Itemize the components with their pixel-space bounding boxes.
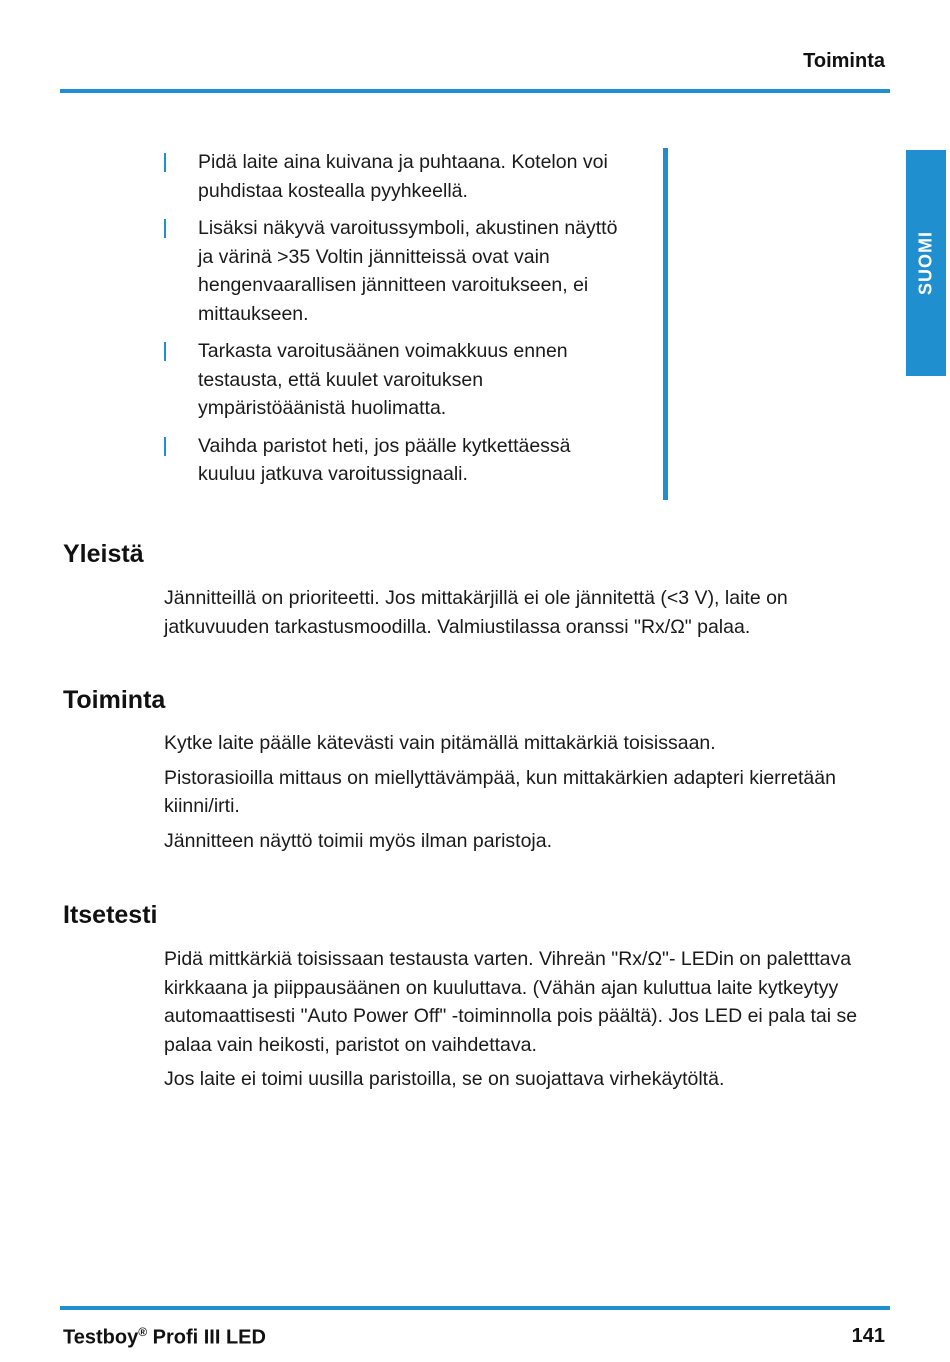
notice-text: Vaihda paristot heti, jos päälle kytkettäessä kuuluu jatkuva varoitussignaali.: [198, 434, 571, 485]
notice-text: Lisäksi näkyvä varoitussymboli, akustinen näyttö ja värinä >35 Voltin jännitteissä ovat vain hengenvaarallisen jännitteen varoitukseen, ei mittaukseen.: [198, 217, 618, 325]
heading-itsetesti: Itsetesti: [63, 901, 158, 929]
bullet-bar-icon: [164, 342, 166, 361]
bullet-bar-icon: [164, 437, 166, 456]
footer-divider: [60, 1306, 890, 1310]
notice-text: Tarkasta varoitusäänen voimakkuus ennen testausta, että kuulet varoituksen ympäristöäänistä huolimatta.: [198, 340, 568, 419]
section-yleista-body: [164, 584, 889, 647]
paragraph: Pistorasioilla mittaus on miellyttävämpää, kun mittakärkien adapteri kierretään kiinni/irti.: [164, 766, 836, 817]
footer-product-name: [63, 1325, 266, 1350]
list-item: [160, 148, 628, 205]
running-header-title: Toiminta: [803, 50, 885, 72]
model-name: Profi III LED: [152, 1326, 266, 1349]
paragraph: Kytke laite päälle kätevästi vain pitämällä mittakärkiä toisissaan.: [164, 732, 716, 754]
language-tab-label: SUOMI: [915, 230, 936, 296]
registered-mark: ®: [138, 1325, 148, 1339]
header-divider: [60, 89, 890, 93]
language-tab: [906, 150, 946, 376]
section-toiminta-body: [164, 729, 889, 861]
safety-notice-list: [160, 148, 668, 489]
paragraph: Jännitteen näyttö toimii myös ilman paristoja.: [164, 829, 553, 852]
paragraph: Jännitteillä on prioriteetti. Jos mittakärjillä ei ole jännitettä (<3 V), laite on jatkuvuuden tarkastusmoodilla. Valmiustilassa oranssi "Rx/Ω" palaa.: [164, 587, 788, 638]
section-itsetesti-body: [164, 945, 889, 1100]
notice-text: Pidä laite aina kuivana ja puhtaana. Kotelon voi puhdistaa kostealla pyyhkeellä.: [198, 151, 608, 202]
bullet-bar-icon: [164, 153, 166, 172]
safety-notice-box: [160, 148, 668, 500]
heading-toiminta: Toiminta: [63, 686, 166, 714]
list-item: [160, 432, 628, 489]
heading-yleista: Yleistä: [63, 540, 144, 568]
bullet-bar-icon: [164, 219, 166, 238]
paragraph: Pidä mittkärkiä toisissaan testausta varten. Vihreän "Rx/Ω"- LEDin on paletttava kirkkaana ja piippausäänen on kuuluttava. (Vähän ajan kuluttua laite kytkeytyy automaattisesti "Auto Power Off" -toiminnolla pois päältä). Jos LED ei pala tai se palaa vain heikosti, paristot on vaihdettava.: [164, 948, 858, 1056]
page-number: 141: [851, 1325, 885, 1347]
paragraph: Jos laite ei toimi uusilla paristoilla, se on suojattava virhekäytöltä.: [164, 1068, 725, 1090]
list-item: [160, 214, 628, 328]
notice-side-bar: [663, 148, 668, 500]
list-item: [160, 337, 628, 423]
brand-name: Testboy: [63, 1326, 139, 1349]
